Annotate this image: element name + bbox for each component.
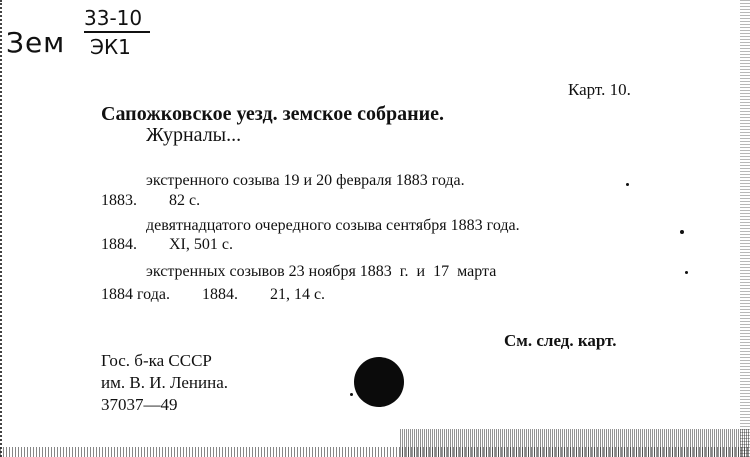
card-title: Сапожковское уезд. земское собрание. (101, 103, 445, 125)
speck-4 (350, 393, 353, 396)
fraction-line (84, 31, 150, 33)
punch-hole (354, 357, 404, 407)
library-line-2: им. В. И. Ленина. (101, 373, 229, 392)
handwritten-prefix: Зем (6, 26, 66, 59)
see-next-card: См. след. карт. (504, 331, 617, 350)
speck-3 (626, 183, 629, 186)
entry-line-6: 1884 года. 1884. 21, 14 с. (101, 286, 326, 303)
speck-1 (680, 230, 684, 234)
library-line-3: 37037—49 (101, 395, 178, 414)
card-number: Карт. 10. (568, 80, 631, 99)
entry-line-2: 1883. 82 с. (101, 192, 201, 209)
entry-line-5: экстренных созывов 23 ноября 1883 г. и 17 марта (146, 263, 497, 280)
card-right-edge (740, 0, 750, 457)
entry-line-4: 1884. XI, 501 с. (101, 236, 233, 253)
handwritten-shelfmark (84, 6, 164, 59)
entry-line-3: девятнадцатого очередного созыва сентября 1883 года. (146, 217, 520, 234)
card-bottom-noise (400, 429, 750, 457)
card-left-edge (0, 0, 5, 457)
speck-2 (685, 271, 688, 274)
library-stamp (101, 350, 228, 416)
entry-line-1: экстренного созыва 19 и 20 февраля 1883 года. (146, 172, 465, 189)
library-line-1: Гос. б-ка СССР (101, 351, 212, 370)
handwritten-numerator: 33-10 (84, 6, 143, 30)
card-subtitle: Журналы... (146, 124, 242, 146)
handwritten-denominator: ЭК1 (90, 35, 131, 59)
